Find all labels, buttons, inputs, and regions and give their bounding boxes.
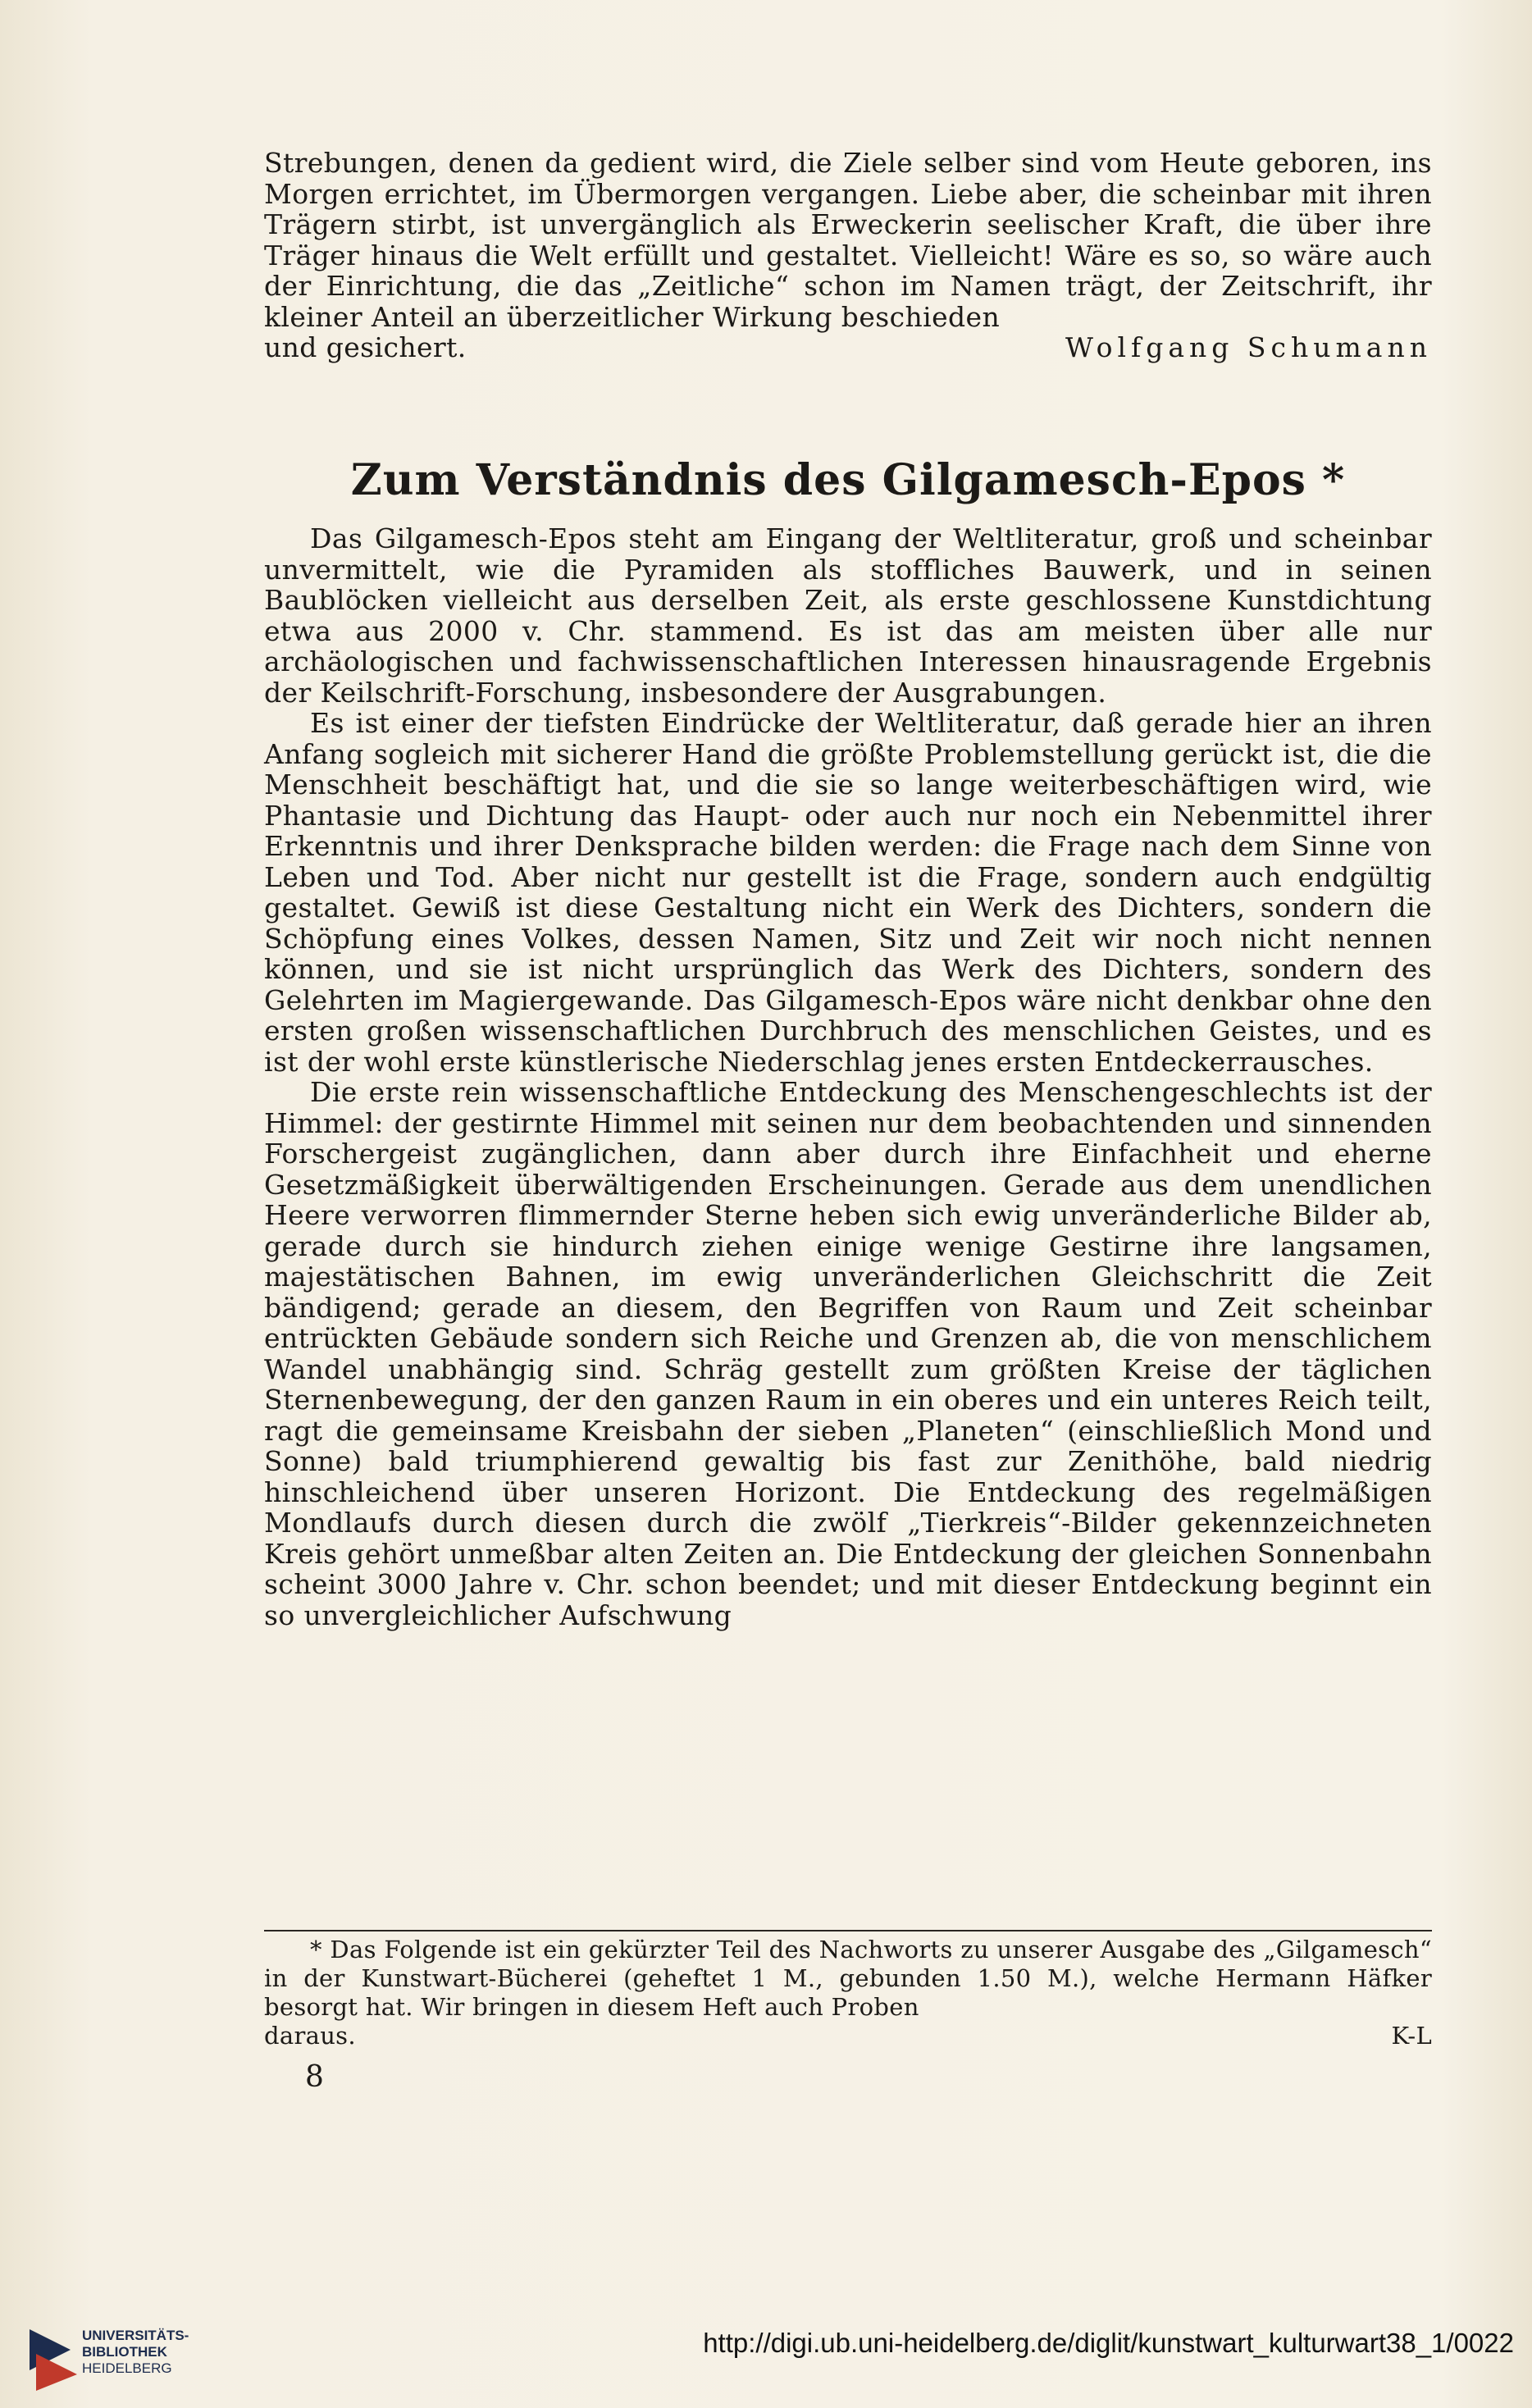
author-signature: Wolfgang Schumann [1065,331,1432,363]
body-paragraph: Es ist einer der tiefsten Eindrücke der Weltliteratur, daß gerade hier an ihren Anfang sogleich mit sicherer Hand die größte Problemstellung gerückt ist, die die Menschheit beschäftigt hat, und die sie so lange weiterbeschäftigen wird, wie Phantasie und Dichtung das Haupt- oder auch nur noch ein Nebenmittel ihrer Erkenntnis und ihrer Denksprache bilden werden: die Frage nach dem Sinne von Leben und Tod. Aber nicht nur gestellt ist die Frage, sondern auch endgültig gestaltet. Gewiß ist diese Gestaltung nicht ein Werk des Dichters, sondern die Schöpfung eines Volkes, dessen Namen, Sitz und Zeit wir noch nicht nennen können, und sie ist nicht ursprünglich das Werk des Dichters, sondern des Gelehrten im Magiergewande. Das Gilgamesch-Epos wäre nicht denkbar ohne den ersten großen wissenschaftlichen Durchbruch des menschlichen Geistes, und es ist der wohl erste künstlerische Niederschlag jenes ersten Entdeckerrausches. [264,707,1432,1078]
article-body [264,523,1432,1630]
intro-section [264,148,1432,363]
footnote-last-line: daraus. [264,2022,356,2050]
library-line-2: BIBLIOTHEK [82,2344,167,2360]
footnote [264,1936,1432,2050]
source-url-link[interactable]: http://digi.ub.uni-heidelberg.de/diglit/kunstwart_kulturwart38_1/0022 [703,2328,1514,2358]
body-paragraph: Die erste rein wissenschaftliche Entdeckung des Menschengeschlechts ist der Himmel: der gestirnte Himmel mit seinen nur dem beobachtenden und sinnenden Forschergeist zugänglichen, dann aber durch ihre Einfachheit und eherne Gesetzmäßigkeit überwältigenden Erscheinungen. Gerade aus dem unendlichen Heere verworren flimmernder Sterne heben sich ewig unveränderliche Bilder ab, gerade durch sie hindurch ziehen einige wenige Gestirne ihre langsamen, majestätischen Bahnen, im ewig unveränderlichen Gleichschritt die Zeit bändigend; gerade an diesem, den Begriffen von Raum und Zeit scheinbar entrückten Gebäude sondern sich Reiche und Grenzen ab, die von menschlichem Wandel unabhängig sind. Schräg gestellt zum größten Kreise der täglichen Sternenbewegung, der den ganzen Raum in ein oberes und ein unteres Reich teilt, ragt die gemeinsame Kreisbahn der sieben „Planeten“ (einschließlich Mond und Sonne) bald triumphierend gewaltig bis fast zur Zenithöhe, bald niedrig hinschleichend über unseren Horizont. Die Entdeckung des regelmäßigen Mondlaufs durch diesen durch die zwölf „Tierkreis“-Bilder gekennzeichneten Kreis gehört unmeßbar alten Zeiten an. Die Entdeckung der gleichen Sonnenbahn scheint 3000 Jahre v. Chr. schon beendet; und mit dieser Entdeckung beginnt ein so unvergleichlicher Aufschwung [264,1076,1432,1631]
footnote-text: * Das Folgende ist ein gekürzter Teil des Nachworts zu unserer Ausgabe des „Gilgamesch“ in der Kunstwart-Bücherei (geheftet 1 M., gebunden 1.50 M.), welche Hermann Häfker besorgt hat. Wir bringen in diesem Heft auch Proben [264,1936,1432,2021]
intro-last-line: und gesichert. [264,331,467,363]
article-title: Zum Verständnis des Gilgamesch-Epos * [350,455,1346,505]
signature-row [264,332,1432,363]
footnote-divider [264,1930,1432,1931]
library-line-3: HEIDELBERG [82,2360,172,2376]
library-line-1: UNIVERSITÄTS- [82,2328,189,2343]
page-number: 8 [305,2060,324,2094]
body-paragraph: Das Gilgamesch-Epos steht am Eingang der Weltliteratur, groß und scheinbar unvermittelt, wie die Pyramiden als stoffliches Bauwerk, und in seinen Baublöcken vielleicht aus derselben Zeit, als erste geschlossene Kunstdichtung etwa aus 2000 v. Chr. stammend. Es ist das am meisten über alle nur archäologischen und fachwissenschaftlichen Interessen hinausragende Ergebnis der Keilschrift-Forschung, insbesondere der Ausgrabungen. [264,522,1432,709]
intro-paragraph: Strebungen, denen da gedient wird, die Ziele selber sind vom Heute geboren, ins Morgen errichtet, im Übermorgen vergangen. Liebe aber, die scheinbar mit ihren Trägern stirbt, ist unvergänglich als Erweckerin seelischer Kraft, die über ihre Träger hinaus die Welt erfüllt und gestaltet. Vielleicht! Wäre es so, so wäre auch der Einrichtung, die das „Zeitliche“ schon im Namen trägt, der Zeitschrift, ihr kleiner Anteil an überzeitlicher Wirkung beschieden [264,147,1432,333]
footnote-last-row [264,2022,1432,2050]
library-name [82,2328,189,2377]
footnote-initials: K-L [1391,2022,1432,2050]
